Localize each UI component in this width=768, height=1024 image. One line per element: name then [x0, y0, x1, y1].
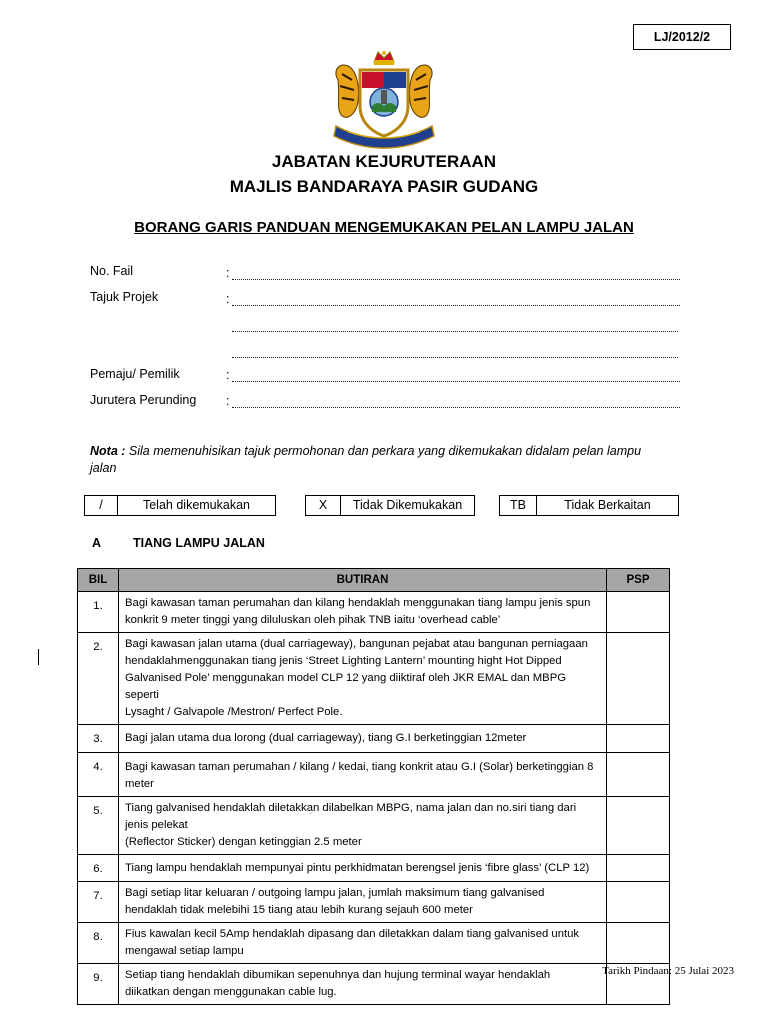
- table-row: [78, 725, 670, 753]
- row-description: [119, 797, 607, 855]
- row-number: 5.: [78, 797, 119, 855]
- field-colon: :: [226, 394, 230, 408]
- row-number: 8.: [78, 923, 119, 964]
- field-label-pemaju: Pemaju/ Pemilik: [90, 367, 180, 381]
- row-number: 2.: [78, 633, 119, 725]
- form-title-text: BORANG GARIS PANDUAN MENGEMUKAKAN PELAN LAMPU JALAN: [134, 219, 634, 236]
- row-description: [119, 753, 607, 797]
- psp-checkbox-cell[interactable]: [607, 592, 670, 633]
- field-label-no-fail: No. Fail: [90, 264, 134, 278]
- legend-submitted: [84, 495, 276, 516]
- tajuk-projek-input-line-2[interactable]: [232, 331, 678, 332]
- row-text-line: Bagi jalan utama dua lorong (dual carriageway), tiang G.I berketinggian 12meter: [125, 732, 527, 744]
- form-title: [0, 219, 768, 236]
- pemaju-input-line[interactable]: [232, 381, 680, 382]
- text-cursor-caret: [38, 649, 39, 665]
- row-text-line: hendaklah tidak melebihi 15 tiang atau lebih kurang sejauh 600 meter: [125, 904, 473, 916]
- row-description: [119, 855, 607, 882]
- row-text-line: (Reflector Sticker) dengan ketinggian 2.5 meter: [125, 836, 362, 848]
- row-number: 4.: [78, 753, 119, 797]
- table-row: [78, 964, 670, 1005]
- legend-not-submitted: [305, 495, 475, 516]
- row-description: [119, 633, 607, 725]
- table-row: [78, 923, 670, 964]
- section-title: TIANG LAMPU JALAN: [133, 536, 265, 550]
- jurutera-input-line[interactable]: [232, 407, 680, 408]
- row-text-line: Lysaght / Galvapole /Mestron/ Perfect Pole.: [125, 706, 343, 718]
- row-text-line: meter: [125, 778, 154, 790]
- row-text-line: Bagi kawasan jalan utama (dual carriageway), bangunan pejabat atau bangunan perniagaan: [125, 638, 588, 650]
- table-row: [78, 753, 670, 797]
- table-row: [78, 855, 670, 882]
- nota-label: Nota :: [90, 444, 126, 458]
- legend-symbol-tb: TB: [500, 496, 537, 515]
- row-number: 3.: [78, 725, 119, 753]
- header-bil: BIL: [78, 569, 119, 592]
- nota-text: Sila memenuhisikan tajuk permohonan dan perkara yang dikemukakan didalam pelan lampu jalan: [90, 444, 642, 475]
- legend-text-not-applicable: Tidak Berkaitan: [564, 498, 651, 512]
- psp-checkbox-cell[interactable]: [607, 882, 670, 923]
- legend-text-not-submitted: Tidak Dikemukakan: [352, 498, 463, 512]
- table-row: [78, 592, 670, 633]
- row-text-line: Bagi kawasan taman perumahan / kilang / kedai, tiang konkrit atau G.I (Solar) berketinggian 8: [125, 761, 594, 773]
- header-psp: PSP: [607, 569, 670, 592]
- row-description: [119, 592, 607, 633]
- row-text-line: Bagi kawasan taman perumahan dan kilang hendaklah menggunakan tiang lampu jenis spun: [125, 597, 591, 609]
- row-text-line: Galvanised Pole’ menggunakan model CLP 12 yang diiktiraf oleh JKR EMAL dan MBPG seperti: [125, 672, 567, 701]
- legend-text-submitted: Telah dikemukakan: [142, 498, 250, 512]
- psp-checkbox-cell[interactable]: [607, 855, 670, 882]
- tajuk-projek-input-line[interactable]: [232, 305, 680, 306]
- row-text-line: jenis pelekat: [125, 819, 188, 831]
- row-text-line: konkrit 9 meter tinggi yang diluluskan oleh pihak TNB iaitu ‘overhead cable’: [125, 614, 501, 626]
- psp-checkbox-cell[interactable]: [607, 923, 670, 964]
- field-colon: :: [226, 266, 230, 280]
- row-text-line: mengawal setiap lampu: [125, 945, 244, 957]
- psp-checkbox-cell[interactable]: [607, 633, 670, 725]
- row-description: [119, 964, 607, 1005]
- row-text-line: diikatkan dengan menggunakan cable lug.: [125, 986, 337, 998]
- psp-checkbox-cell[interactable]: [607, 797, 670, 855]
- row-number: 1.: [78, 592, 119, 633]
- row-text-line: Tiang galvanised hendaklah diletakkan dilabelkan MBPG, nama jalan dan no.siri tiang dari: [125, 802, 577, 814]
- row-number: 7.: [78, 882, 119, 923]
- field-label-jurutera: Jurutera Perunding: [90, 393, 197, 407]
- table-header-row: [78, 569, 670, 592]
- city-council-crest-logo: [318, 50, 450, 150]
- row-text-line: Bagi setiap litar keluaran / outgoing lampu jalan, jumlah maksimum tiang galvanised: [125, 887, 545, 899]
- tajuk-projek-input-line-3[interactable]: [232, 357, 678, 358]
- psp-checkbox-cell[interactable]: [607, 753, 670, 797]
- field-colon: :: [226, 368, 230, 382]
- council-title: MAJLIS BANDARAYA PASIR GUDANG: [229, 177, 539, 196]
- header-butiran: BUTIRAN: [119, 569, 607, 592]
- amendment-date: Tarikh Pindaan: 25 Julai 2023: [602, 965, 734, 977]
- legend-symbol-x: X: [306, 496, 341, 515]
- row-text-line: hendaklahmenggunakan tiang jenis ‘Street Lighting Lantern’ mounting hight Hot Dipped: [125, 655, 562, 667]
- reference-number: LJ/2012/2: [633, 24, 731, 50]
- legend-symbol-slash: /: [85, 496, 118, 515]
- field-colon: :: [226, 292, 230, 306]
- row-number: 6.: [78, 855, 119, 882]
- row-text-line: Fius kawalan kecil 5Amp hendaklah dipasang dan diletakkan dalam tiang galvanised untuk: [125, 928, 580, 940]
- table-row: [78, 882, 670, 923]
- guideline-table: [77, 568, 670, 1005]
- nota-paragraph: [90, 443, 670, 477]
- field-label-tajuk-projek: Tajuk Projek: [90, 290, 159, 304]
- row-description: [119, 882, 607, 923]
- table-row: [78, 633, 670, 725]
- row-number: 9.: [78, 964, 119, 1005]
- row-description: [119, 725, 607, 753]
- table-row: [78, 797, 670, 855]
- section-letter: A: [92, 536, 102, 550]
- row-text-line: Setiap tiang hendaklah dibumikan sepenuhnya dan hujung terminal wayar hendaklah: [125, 969, 551, 981]
- legend-not-applicable: [499, 495, 679, 516]
- psp-checkbox-cell[interactable]: [607, 725, 670, 753]
- department-title: JABATAN KEJURUTERAAN: [271, 152, 497, 171]
- row-description: [119, 923, 607, 964]
- row-text-line: Tiang lampu hendaklah mempunyai pintu perkhidmatan berengsel jenis ‘fibre glass’ (CLP 12): [125, 862, 590, 874]
- no-fail-input-line[interactable]: [232, 279, 680, 280]
